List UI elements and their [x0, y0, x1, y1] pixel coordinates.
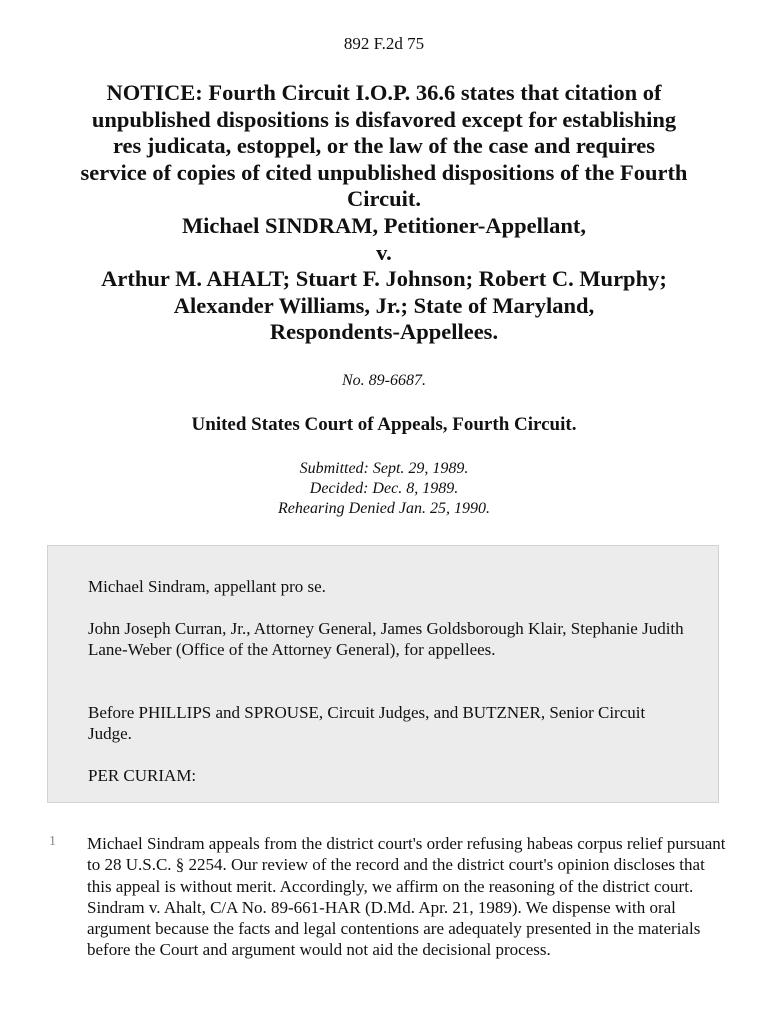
docket-number: No. 89-6687. — [342, 372, 426, 389]
notice-line-3: res judicata, estoppel, or the law of the case and requires — [112, 133, 656, 159]
case-citation: 892 F.2d 75 — [343, 34, 425, 53]
counsel-box — [47, 545, 719, 803]
appellees-line-2: Alexander Williams, Jr.; State of Maryland, — [173, 292, 595, 318]
judges-panel: Before PHILLIPS and SPROUSE, Circuit Judges, and BUTZNER, Senior Circuit Judge. — [88, 703, 646, 743]
per-curiam-label: PER CURIAM: — [88, 766, 197, 785]
case-heading — [40, 80, 728, 346]
appellant-line: Michael SINDRAM, Petitioner-Appellant, — [181, 212, 587, 238]
paragraph-number[interactable]: 1 — [49, 834, 56, 849]
notice-line-2: unpublished dispositions is disfavored except for establishing — [91, 106, 677, 132]
case-dates — [0, 459, 768, 519]
paragraph-text: Michael Sindram appeals from the district court's order refusing habeas corpus relief pursuant to 28 U.S.C. § 2254. Our review of the record and the district court's opinion discloses that this appeal is without merit. Accordingly, we affirm on the reasoning of the district court. Sindram v. Ahalt, C/A No. 89-661-HAR (D.Md. Apr. 21, 1989). We dispense with oral argument because the facts and legal contentions are adequately presented in the materials before the Court and argument would not aid the decisional process. — [87, 834, 726, 960]
decided-date: Decided: Dec. 8, 1989. — [309, 480, 459, 497]
appellant-counsel: Michael Sindram, appellant pro se. — [88, 577, 326, 596]
court-name: United States Court of Appeals, Fourth Circuit. — [191, 414, 577, 435]
rehearing-date: Rehearing Denied Jan. 25, 1990. — [278, 500, 490, 517]
appellees-line-3: Respondents-Appellees. — [269, 319, 499, 345]
submitted-date: Submitted: Sept. 29, 1989. — [299, 460, 469, 477]
appellees-line-1: Arthur M. AHALT; Stuart F. Johnson; Robert C. Murphy; — [101, 266, 667, 292]
versus-line: v. — [376, 239, 392, 265]
notice-line-5: Circuit. — [347, 186, 421, 212]
notice-line-1: NOTICE: Fourth Circuit I.O.P. 36.6 states that citation of — [106, 80, 662, 105]
notice-line-4: service of copies of cited unpublished dispositions of the Fourth — [80, 159, 688, 185]
appellees-counsel: John Joseph Curran, Jr., Attorney General, James Goldsborough Klair, Stephanie Judith Lane-Weber (Office of the Attorney General), for appellees. — [88, 619, 684, 659]
